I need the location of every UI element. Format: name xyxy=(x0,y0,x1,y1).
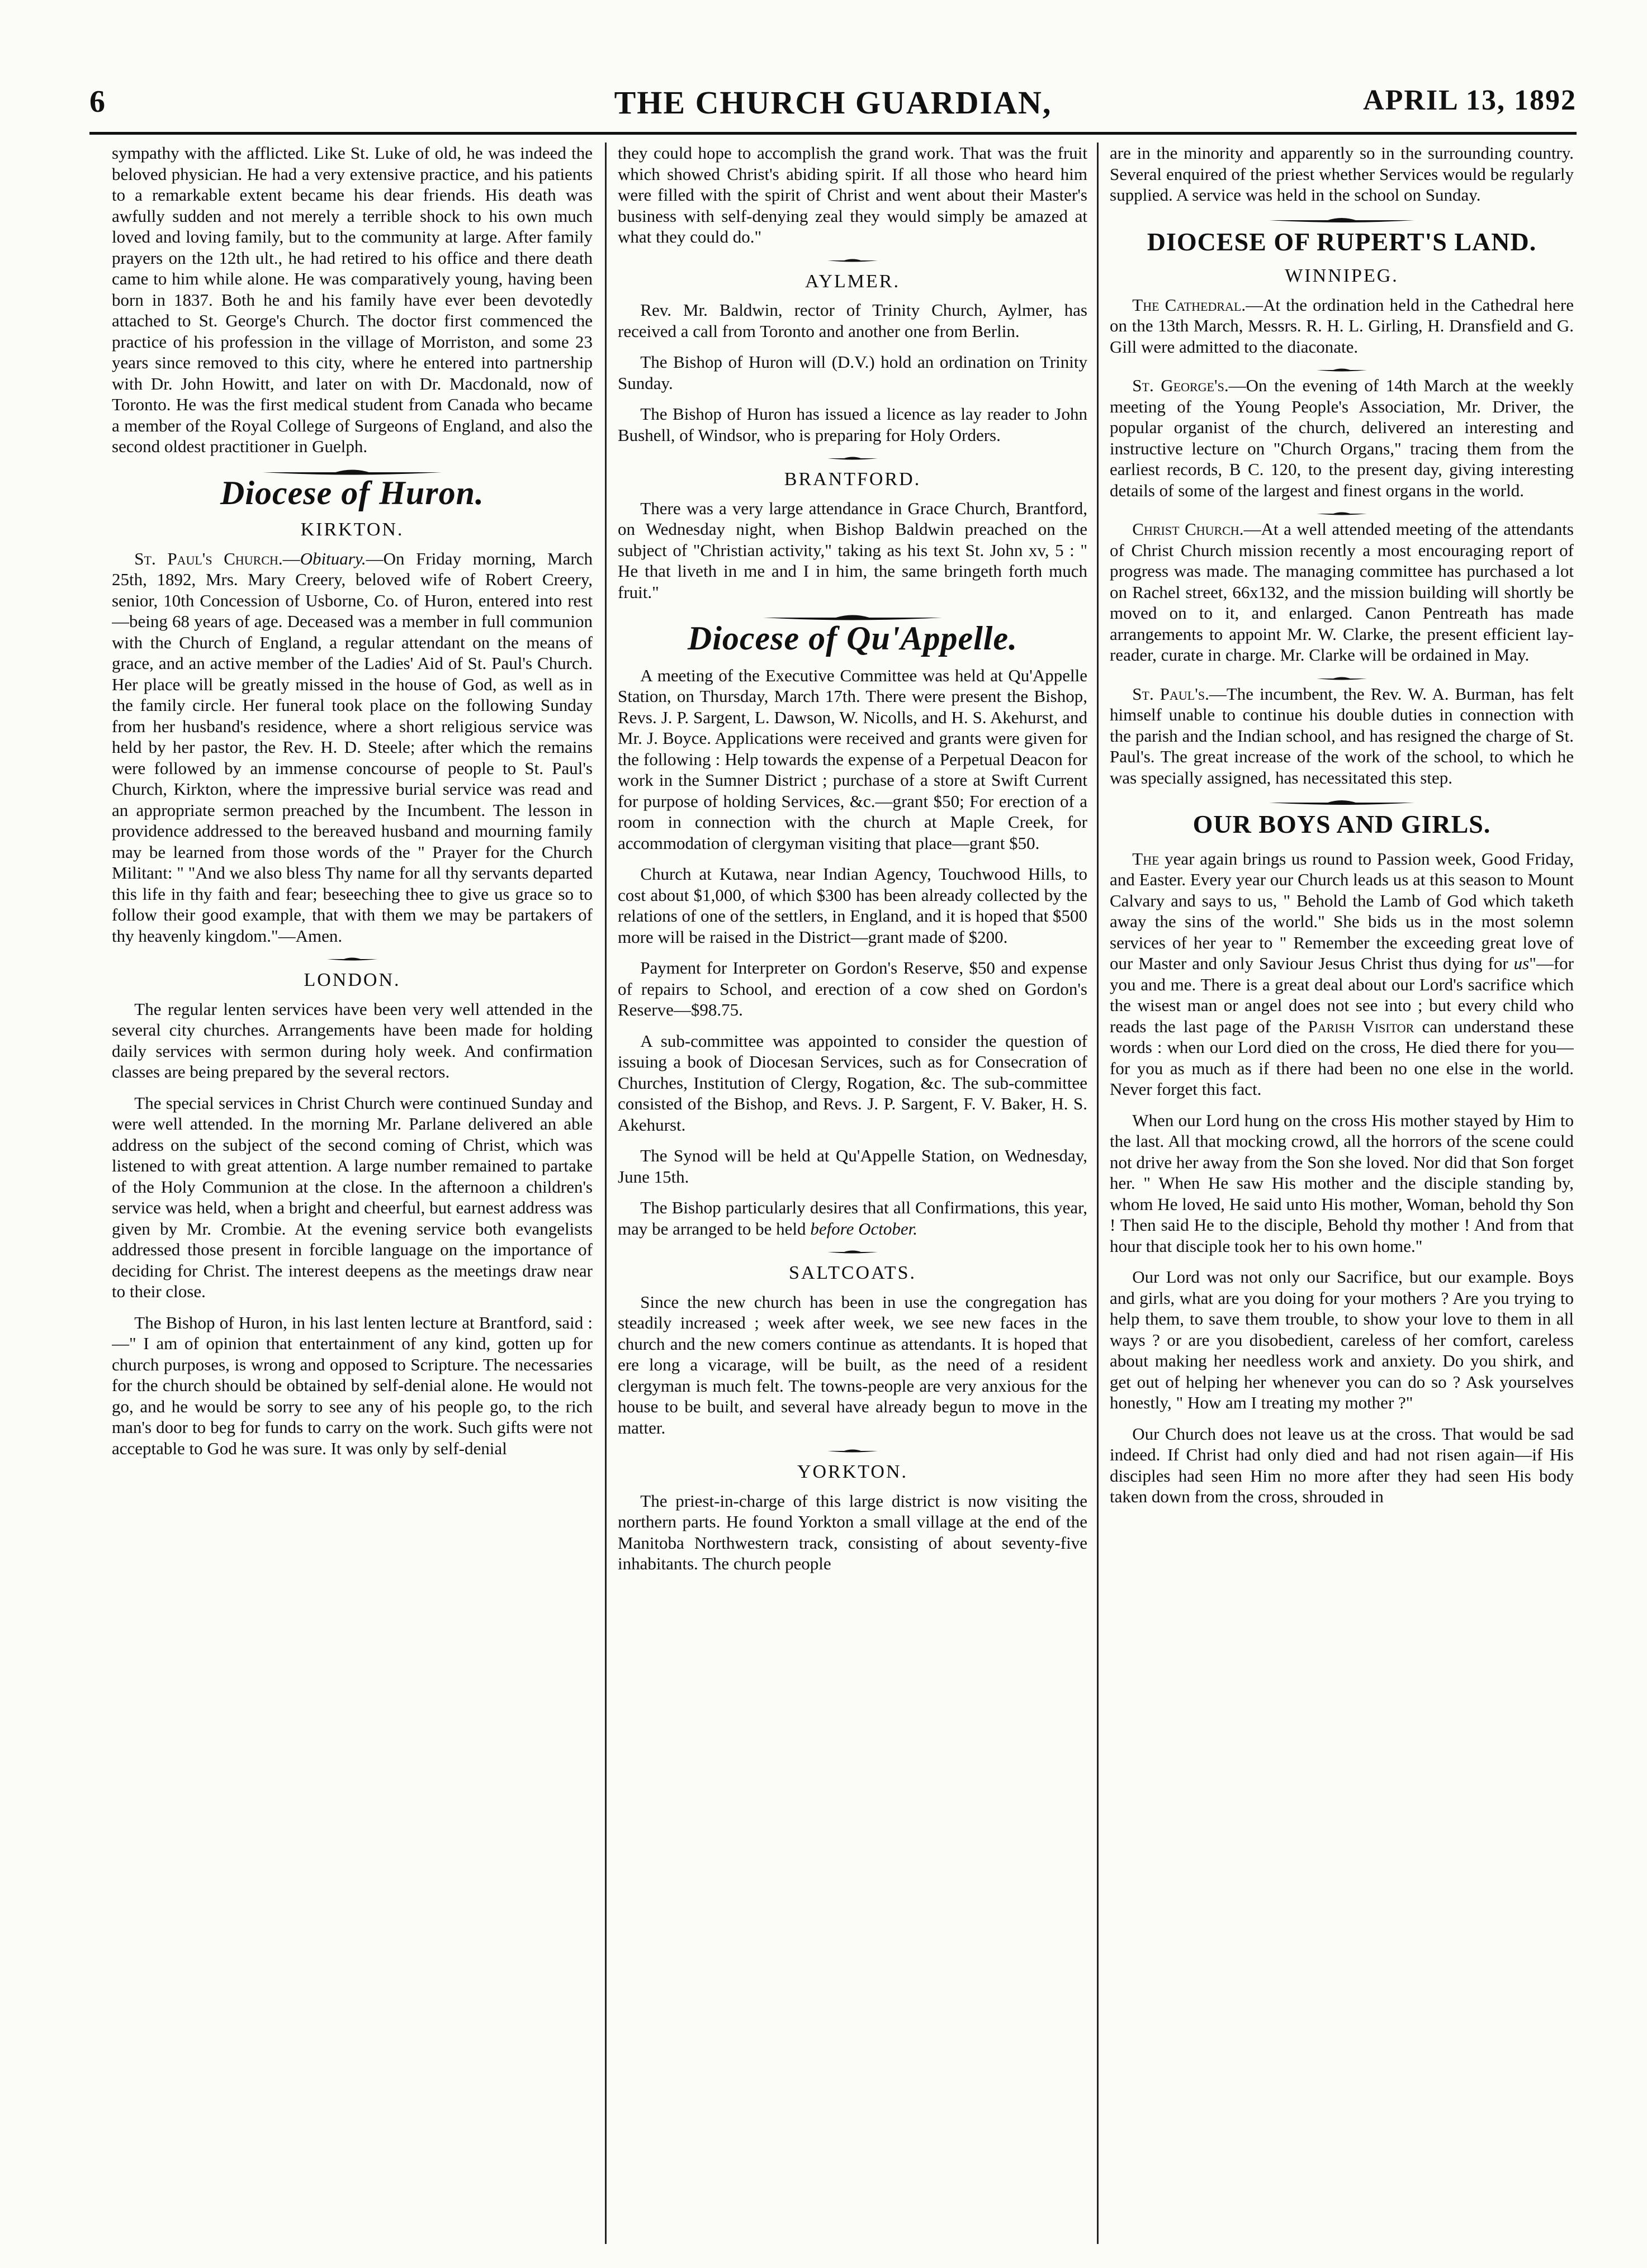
paragraph-text: —The incumbent, the Rev. W. A. Burman, has felt himself unable to continue his double duties in connection with the parish and the Indian school, and has resigned the charge of St. Paul's. The great increase of the work of the school, to which he was specially assigned, has necessitated this step. xyxy=(1110,684,1574,787)
lead-in: The xyxy=(1132,848,1159,869)
column-divider xyxy=(605,143,607,2244)
article-paragraph: A meeting of the Executive Committee was held at Qu'Appelle Station, on Thursday, March 17th. There were present the Bishop, Revs. J. P. Sargent, L. Dawson, W. Nicolls, and H. S. Akehurst, and Mr. J. Boyce. Applications were received and grants were given for the following : Help towards the expense of a Perpetual Deacon for work in the Sumner District ; purchase of a store at Swift Current for purpose of holding Services, &c.—grant $50; For erection of a room in connection with the church at Maple Creek, for accommodation of clergyman visiting that place—grant $50. xyxy=(618,665,1087,853)
article-paragraph xyxy=(1110,295,1574,358)
article-paragraph xyxy=(618,1197,1087,1239)
subheading-aylmer: AYLMER. xyxy=(805,271,900,292)
article-paragraph: Our Church does not leave us at the cross. That would be sad indeed. If Christ had only died and had not risen again—if His disciples had seen Him no more after they had seen His body taken down from the cross, shrouded in xyxy=(1110,1424,1574,1506)
article-paragraph: are in the minority and apparently so in the surrounding country. Several enquired of the priest whether Services would be regularly supplied. A service was held in the school on Sunday. xyxy=(1110,143,1574,205)
separator-icon xyxy=(827,1249,878,1255)
column-1 xyxy=(112,143,593,2255)
page-header xyxy=(89,84,1577,129)
publication-name: Parish Visitor xyxy=(1308,1016,1414,1036)
issue-date: APRIL 13, 1892 xyxy=(1363,84,1577,116)
article-paragraph: Rev. Mr. Baldwin, rector of Trinity Church, Aylmer, has received a call from Toronto and another one from Berlin. xyxy=(618,300,1087,341)
ornamental-rule-icon xyxy=(1269,798,1414,807)
article-paragraph xyxy=(112,548,593,947)
subheading-london: LONDON. xyxy=(304,970,401,990)
article-paragraph xyxy=(1110,375,1574,501)
subheading-brantford: BRANTFORD. xyxy=(784,469,921,490)
separator-icon xyxy=(327,956,377,962)
article-paragraph: sympathy with the afflicted. Like St. Luke of old, he was indeed the beloved physician. He had a very extensive practice, and his patients to a remarkable extent became his dear friends. His death was awfully sudden and not merely a terrible shock to his own much loved and loving family, but to the community at large. After family prayers on the 12th ult., he had retired to his office and there death came to him while alone. He was comparatively young, having been born in 1837. Both he and his family have ever been devotedly attached to St. George's Church. The doctor first commenced the practice of his profession in the village of Morriston, and some 23 years since removed to this city, where he entered into partnership with Dr. John Howitt, and later on with Dr. Macdonald, now of Toronto. He was the first medical student from Canada who became a member of the Royal College of Surgeons of England, and also the second oldest practitioner in Guelph. xyxy=(112,143,593,456)
article-paragraph: Church at Kutawa, near Indian Agency, Touchwood Hills, to cost about $1,000, of which $300 has been already collected by the relations of one of the settlers, in England, and it is hoped that $500 more will be raised in the District—grant made of $200. xyxy=(618,864,1087,947)
lead-in: St. Paul's Church.— xyxy=(134,548,300,568)
column-3 xyxy=(1110,143,1574,2255)
paragraph-text: can understand these words : when our Lord died on the cross, He died there for you—for you as much as if there had been no one else in the world. Never forget this fact. xyxy=(1110,1016,1574,1099)
separator-icon xyxy=(827,258,878,263)
article-paragraph: Since the new church has been in use the congregation has steadily increased ; week after week, we see new faces in the church and the new comers continue as attendants. It is hoped that ere long a vicarage, will be built, as the need of a resident clergyman is much felt. The towns-people are very anxious for the house to be built, and several have already begun to move in the matter. xyxy=(618,1292,1087,1437)
article-paragraph: The Synod will be held at Qu'Appelle Station, on Wednesday, June 15th. xyxy=(618,1146,1087,1187)
separator-icon xyxy=(1317,367,1367,373)
italic-text: us xyxy=(1513,953,1530,973)
article-paragraph: When our Lord hung on the cross His mother stayed by Him to the last. All that mocking crowd, all the horrors of the scene could not drive her away from the Son she loved. Nor did that Son forget her. " When He saw His mother and the disciple standing by, whom He loved, He said unto His mother, Woman, behold thy Son ! Then said He to the disciple, Behold thy mother ! And from that hour that disciple took her to his own home." xyxy=(1110,1110,1574,1256)
article-paragraph: There was a very large attendance in Grace Church, Brantford, on Wednesday night, when Bishop Baldwin preached on the subject of "Christian activity," taking as his text St. John xv, 5 : " He that liveth in me and I in him, the same bringeth forth much fruit." xyxy=(618,498,1087,602)
subheading-saltcoats: SALTCOATS. xyxy=(788,1263,917,1283)
article-paragraph xyxy=(1110,848,1574,1100)
section-heading-quappelle: Diocese of Qu'Appelle. xyxy=(687,620,1018,657)
article-paragraph xyxy=(1110,684,1574,789)
article-paragraph: Our Lord was not only our Sacrifice, but our example. Boys and girls, what are you doing for your mothers ? Are you trying to help them, to save them trouble, to show your love to them in all ways ? or are you disobedient, careless of her comfort, careless about making her needless work and anxiety. Do you shirk, and get out of helping her whenever you can do so ? Ask yourselves honestly, " How am I treating my mother ?" xyxy=(1110,1267,1574,1412)
lead-in: The Cathedral. xyxy=(1132,295,1246,315)
article-paragraph xyxy=(1110,519,1574,666)
paragraph-text: "—for you and me. There is a great deal about our Lord's sacrifice which the wisest man or angel does not see into ; but every child who reads the last page of the xyxy=(1110,953,1574,1036)
column-divider xyxy=(1097,143,1099,2244)
paragraph-text: The Bishop particularly desires that all Confirmations, this year, may be arranged to be held xyxy=(618,1198,1087,1239)
separator-icon xyxy=(1317,676,1367,681)
separator-icon xyxy=(1317,511,1367,516)
subheading-kirkton: KIRKTON. xyxy=(300,519,404,540)
article-paragraph: The special services in Christ Church were continued Sunday and were well attended. In the morning Mr. Parlane delivered an able address on the subject of the second coming of Christ, which was listened to with great attention. A large number remained to partake of the Holy Communion at the close. In the afternoon a children's service was held, when a bright and cheerful, but earnest address was given by Mr. Crombie. At the evening service both evangelists addressed those present in forcible language on the importance of deciding for Christ. The interest deepens as the meetings draw near to their close. xyxy=(112,1093,593,1301)
subheading-winnipeg: WINNIPEG. xyxy=(1285,265,1399,286)
section-heading-ruperts-land: DIOCESE OF RUPERT'S LAND. xyxy=(1147,227,1537,256)
article-paragraph: they could hope to accomplish the grand work. That was the fruit which showed Christ's abiding spirit. If all those who heard him were filled with the spirit of Christ and went about their Master's business with self-denying zeal they would simply be amazed at what they could do." xyxy=(618,143,1087,246)
ornamental-rule-icon xyxy=(1269,216,1414,225)
paragraph-text: —At a well attended meeting of the attendants of Christ Church mission recently a most encouraging report of progress was made. The managing committee has purchased a lot on Rachel street, 66x132, and the mission building will shortly be moved on to it, and enlarged. Canon Pentreath has made arrangements to appoint Mr. W. Clarke, the present efficient lay-reader, curate in charge. Mr. Clarke will be ordained in May. xyxy=(1110,519,1574,665)
header-rule xyxy=(89,132,1577,135)
paragraph-text: —On the evening of 14th March at the weekly meeting of the Young People's Association, Mr. Driver, the popular organist of the church, delivered an interesting and instructive lecture on "Church Organs," tracing them from the earliest records, B C. 120, to the present day, giving interesting details of some of the largest and finest organs in the world. xyxy=(1110,376,1574,500)
article-paragraph: The priest-in-charge of this large district is now visiting the northern parts. He found Yorkton a small village at the end of the Manitoba Northwestern track, consisting of about seventy-five inhabitants. The church people xyxy=(618,1491,1087,1573)
article-paragraph: The Bishop of Huron has issued a licence as lay reader to John Bushell, of Windsor, who is preparing for Holy Orders. xyxy=(618,404,1087,445)
paragraph-text: —At the ordination held in the Cathedral here on the 13th March, Messrs. R. H. L. Girling, H. Dransfield and G. Gill were admitted to the diaconate. xyxy=(1110,295,1574,357)
italic-text: Obituary. xyxy=(300,548,366,568)
section-heading-boys-and-girls: OUR BOYS AND GIRLS. xyxy=(1192,810,1491,838)
lead-in: St. George's. xyxy=(1132,376,1229,395)
article-paragraph: The Bishop of Huron, in his last lenten lecture at Brantford, said :—" I am of opinion that entertainment of any kind, gotten up for church purposes, is wrong and opposed to Scripture. The necessaries for the church should be obtained by self-denial alone. He would not go, and he would be sorry to see any of his people go, to the rich man's door to beg for funds to carry on the work. Such gifts were not acceptable to God he was sure. It was only by self-denial xyxy=(112,1312,593,1458)
column-2 xyxy=(618,143,1087,2255)
separator-icon xyxy=(827,1448,878,1454)
separator-icon xyxy=(827,456,878,461)
article-paragraph: The regular lenten services have been very well attended in the several city churches. Arrangements have been made for holding daily services with sermon during holy week. And confirmation classes are being prepared by the several rectors. xyxy=(112,999,593,1081)
subheading-yorkton: YORKTON. xyxy=(797,1462,908,1482)
paragraph-text: —On Friday morning, March 25th, 1892, Mrs. Mary Creery, beloved wife of Robert Creery, senior, 10th Concession of Usborne, Co. of Huron, entered into rest—being 68 years of age. Deceased was a member in full communion with the Church of England, a regular attendant on the means of grace, and an active member of the Ladies' Aid of St. Paul's Church. Her place will be greatly missed in the house of God, as well as in the family circle. Her funeral took place on the following Sunday from her husband's residence, where a short religious service was held by her pastor, the Rev. H. D. Steele; after which the remains were followed by an immense concourse of people to St. Paul's Church, Kirkton, where the impressive burial service was read and an appropriate sermon preached by the Incumbent. The lesson in providence addressed to the bereaved husband and mourning family may be learned from those words of the " Prayer for the Church Militant: " "And we also bless Thy name for all thy servants departed this life in thy faith and fear; beseeching thee to give us grace so to follow their good example, that with them we may be partakers of thy heavenly kingdom."—Amen. xyxy=(112,548,593,946)
page-number: 6 xyxy=(89,84,105,119)
lead-in: Christ Church. xyxy=(1132,519,1244,539)
paragraph-text: year again brings us round to Passion week, Good Friday, and Easter. Every year our Church leads us at this season to Mount Calvary and says to us, " Behold the Lamb of God which taketh away the sins of the world." She bids us in the most solemn services of her year to " Remember the exceeding great love of our Master and only Saviour Jesus Christ thus dying for xyxy=(1110,848,1574,973)
newspaper-title: THE CHURCH GUARDIAN, xyxy=(614,84,1052,121)
article-paragraph: The Bishop of Huron will (D.V.) hold an ordination on Trinity Sunday. xyxy=(618,352,1087,393)
section-heading-huron: Diocese of Huron. xyxy=(220,474,484,511)
article-paragraph: Payment for Interpreter on Gordon's Reserve, $50 and expense of repairs to School, and erection of a cow shed on Gordon's Reserve—$98.75. xyxy=(618,958,1087,1019)
italic-text: before October. xyxy=(810,1218,918,1239)
article-paragraph: A sub-committee was appointed to consider the question of issuing a book of Diocesan Services, such as for Consecration of Churches, Institution of Clergy, Rogation, &c. The sub-committee consisted of the Bishop, and Revs. J. P. Sargent, F. V. Baker, H. S. Akehurst. xyxy=(618,1031,1087,1135)
lead-in: St. Paul's. xyxy=(1132,684,1209,704)
